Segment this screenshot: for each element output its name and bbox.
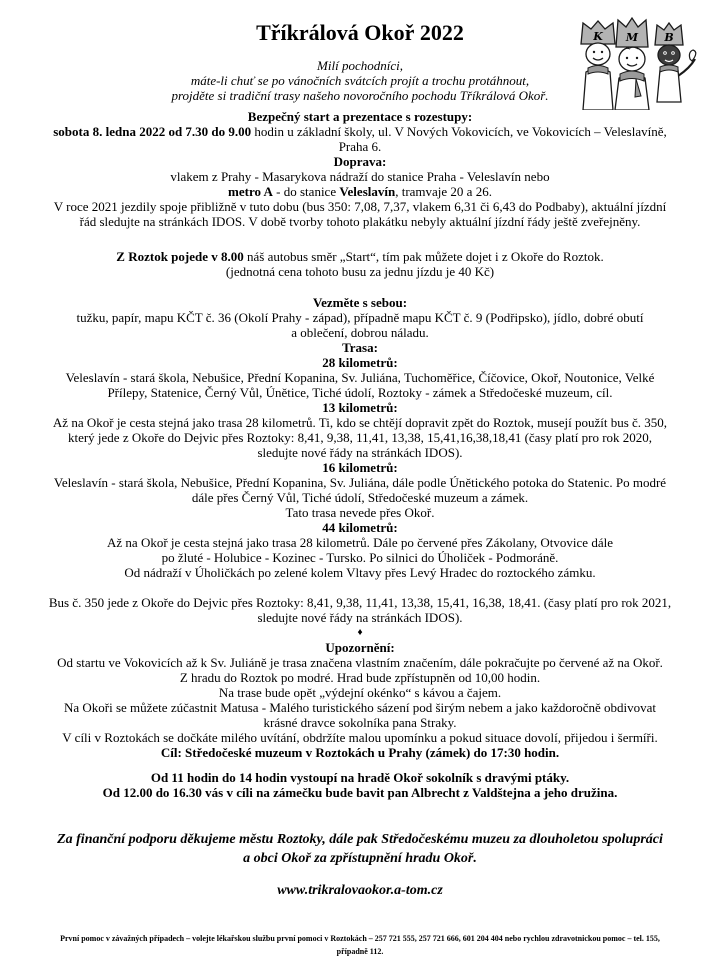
intro-line: máte-li chuť se po vánočních svátcích projít a trochu protáhnout, bbox=[190, 73, 530, 88]
waving-arm bbox=[678, 59, 695, 76]
route-km28-heading: 28 kilometrů: bbox=[322, 355, 398, 370]
thanks-line: a obci Okoř za zpřístupnění hradu Okoř. bbox=[243, 851, 477, 866]
bring-line: a oblečení, dobrou náladu. bbox=[291, 325, 429, 340]
transport-note-line: řád sledujte na stránkách IDOS. V době tvorby tohoto plakátku nebyly aktuální jízdní řády ještě zveřejněny. bbox=[79, 214, 641, 229]
transport-heading: Doprava: bbox=[333, 154, 387, 169]
roztoky-bus-line bbox=[24, 249, 696, 264]
route-km44-line: po žluté - Holubice - Kozinec - Tursko. Po silnici do Úholiček - Podmoráně. bbox=[161, 550, 559, 565]
warning-line: Na Okoři se můžete zúčastnit Matusa - Malého turistického sázení pod širým nebem a jako každoročně obdivovat bbox=[63, 700, 657, 715]
start-datetime-line bbox=[24, 124, 696, 139]
route-km13-line: který jede z Okoře do Dejvic přes Roztoky: 8,41, 9,38, 11,41, 13,38, 15,41,16,38,18,41 (časy platí pro rok 2020, bbox=[67, 430, 653, 445]
route-km13-line: sledujte nové řády na stránkách IDOS). bbox=[257, 445, 463, 460]
metro-station-bold: Veleslavín bbox=[339, 184, 396, 199]
route-km16-line: Veleslavín - stará škola, Nebušice, Přední Kopanina, Sv. Juliána, dále podle Únětického potoka do Statenic. Po modré bbox=[53, 475, 667, 490]
roztoky-bus-rest: náš autobus směr „Start“, tím pak můžete dojet i z Okoře do Roztok. bbox=[243, 249, 604, 264]
spacer bbox=[24, 800, 696, 830]
transport-metro-line bbox=[24, 184, 696, 199]
route-km44-line: Od nádraží v Úholičkách po zelené kolem Vltavy přes Levý Hradec do roztockého zámku. bbox=[124, 565, 596, 580]
intro-line: Milí pochodníci, bbox=[317, 58, 403, 73]
warning-heading: Upozornění: bbox=[325, 640, 395, 655]
metro-mid: - do stanice bbox=[272, 184, 340, 199]
first-aid-footer bbox=[24, 932, 696, 958]
footer-line: případně 112. bbox=[336, 947, 384, 956]
king-right bbox=[655, 23, 696, 102]
start-city-line: Praha 6. bbox=[338, 139, 382, 154]
spacer bbox=[24, 229, 696, 249]
start-datetime-bold: sobota 8. ledna 2022 od 7.30 do 9.00 bbox=[53, 124, 252, 139]
spacer bbox=[24, 868, 696, 882]
warning-line: Na trase bude opět „výdejní okénko“ s kávou a čajem. bbox=[218, 685, 502, 700]
footer-line: První pomoc v závažných případech – volejte lékařskou službu první pomoci v Roztokách – 257 721 555, 257 721 666, 601 204 404 nebo rychlou zdravotnickou pomoc – tel. 155, bbox=[60, 934, 660, 943]
transport-train-line: vlakem z Prahy - Masarykova nádraží do stanice Praha - Veleslavín nebo bbox=[170, 169, 550, 184]
crown-letter-k: K bbox=[593, 30, 603, 43]
three-kings-svg bbox=[566, 14, 702, 110]
route-km13-heading: 13 kilometrů: bbox=[322, 400, 398, 415]
route-km44-line: Až na Okoř je cesta stejná jako trasa 28 kilometrů. Dále po červené přes Zákolany, Otvovice dále bbox=[107, 535, 613, 550]
roztoky-bus-price: (jednotná cena tohoto busu za jednu jízdu je 40 Kč) bbox=[225, 264, 495, 279]
route-km16-heading: 16 kilometrů: bbox=[322, 460, 398, 475]
program-line: Od 12.00 do 16.30 vás v cíli na zámečku bude bavit pan Albrecht z Valdštejna a jeho družina. bbox=[102, 785, 618, 800]
start-datetime-rest: hodin u základní školy, ul. V Nových Vokovicích, ve Vokovicích – Veleslavíně, bbox=[251, 124, 667, 139]
roztoky-bus-bold: Z Roztok pojede v 8.00 bbox=[116, 249, 244, 264]
goal-line: Cíl: Středočeské muzeum v Roztokách u Prahy (zámek) do 17:30 hodin. bbox=[160, 745, 560, 760]
route-km28-line: Přílepy, Statenice, Černý Vůl, Únětice, Tiché údolí, Roztoky - zámek a Středočeské muzeum, cíl. bbox=[107, 385, 613, 400]
spacer bbox=[24, 279, 696, 295]
thanks-block bbox=[24, 830, 696, 868]
thanks-line: Za finanční podporu děkujeme městu Roztoky, dále pak Středočeskému muzeu za dlouholetou spolupráci bbox=[57, 832, 663, 847]
program-line: Od 11 hodin do 14 hodin vystoupí na hradě Okoř sokolník s dravými ptáky. bbox=[150, 770, 570, 785]
warning-line: V cíli v Roztokách se dočkáte milého uvítání, obdržíte malou upomínku a pokud situace dovolí, přijedou i šermíři. bbox=[62, 730, 658, 745]
metro-bold: metro A bbox=[228, 184, 273, 199]
crown-letter-b: B bbox=[664, 31, 674, 44]
bring-heading: Vezměte s sebou: bbox=[312, 295, 408, 310]
diamond-separator-icon: ♦ bbox=[357, 627, 363, 638]
route-km44-heading: 44 kilometrů: bbox=[322, 520, 398, 535]
spacer bbox=[24, 760, 696, 770]
king-left-face bbox=[586, 43, 610, 65]
warning-line: krásné dravce sokolníka pana Straky. bbox=[263, 715, 457, 730]
intro-line: projděte si tradiční trasy našeho novoročního pochodu Tříkrálová Okoř. bbox=[171, 88, 549, 103]
transport-note-line: V roce 2021 jezdily spoje přibližně v tuto dobu (bus 350: 7,08, 7,37, vlakem 6,31 či 6,43 do Podbaby), aktuální jízdní bbox=[53, 199, 667, 214]
spacer bbox=[24, 580, 696, 595]
start-heading: Bezpečný start a prezentace s rozestupy: bbox=[247, 109, 473, 124]
route-km28-line: Veleslavín - stará škola, Nebušice, Přední Kopanina, Sv. Juliána, Tuchoměřice, Číčovice, Okoř, Noutonice, Velké bbox=[65, 370, 655, 385]
route-km16-note: Tato trasa nevede přes Okoř. bbox=[285, 505, 435, 520]
king-middle bbox=[615, 18, 649, 110]
route-heading: Trasa: bbox=[342, 340, 378, 355]
king-left bbox=[581, 21, 615, 110]
metro-rest: , tramvaje 20 a 26. bbox=[395, 184, 492, 199]
three-kings-illustration bbox=[566, 14, 702, 110]
bring-line: tužku, papír, mapu KČT č. 36 (Okolí Prahy - západ), případně mapu KČT č. 9 (Podřipsko), jídlo, dobré obutí bbox=[76, 310, 644, 325]
bus-2021-line: sledujte nové řády na stránkách IDOS). bbox=[257, 610, 463, 625]
page-title: Tříkrálová Okoř 2022 bbox=[256, 20, 464, 45]
warning-line: Z hradu do Roztok po modré. Hrad bude zpřístupněn od 10,00 hodin. bbox=[179, 670, 541, 685]
crown-letter-m: M bbox=[625, 31, 639, 44]
bus-2021-line: Bus č. 350 jede z Okoře do Dejvic přes Roztoky: 8,41, 9,38, 11,41, 13,38, 15,41, 16,38, 18,41. (časy platí pro rok 2021, bbox=[48, 595, 672, 610]
website-url: www.trikralovaokor.a-tom.cz bbox=[277, 883, 443, 898]
route-km16-line: dále přes Černý Vůl, Tiché údolí, Středočeské muzeum a zámek. bbox=[191, 490, 529, 505]
route-km13-line: Až na Okoř je cesta stejná jako trasa 28 kilometrů. Ti, kdo se chtějí dopravit zpět do Roztok, musejí použít bus č. 350, bbox=[52, 415, 668, 430]
warning-line: Od startu ve Vokovicích až k Sv. Juliáně je trasa značena vlastním značením, dále pokračujte po červené až na Okoř. bbox=[57, 655, 663, 670]
spacer bbox=[24, 900, 696, 932]
